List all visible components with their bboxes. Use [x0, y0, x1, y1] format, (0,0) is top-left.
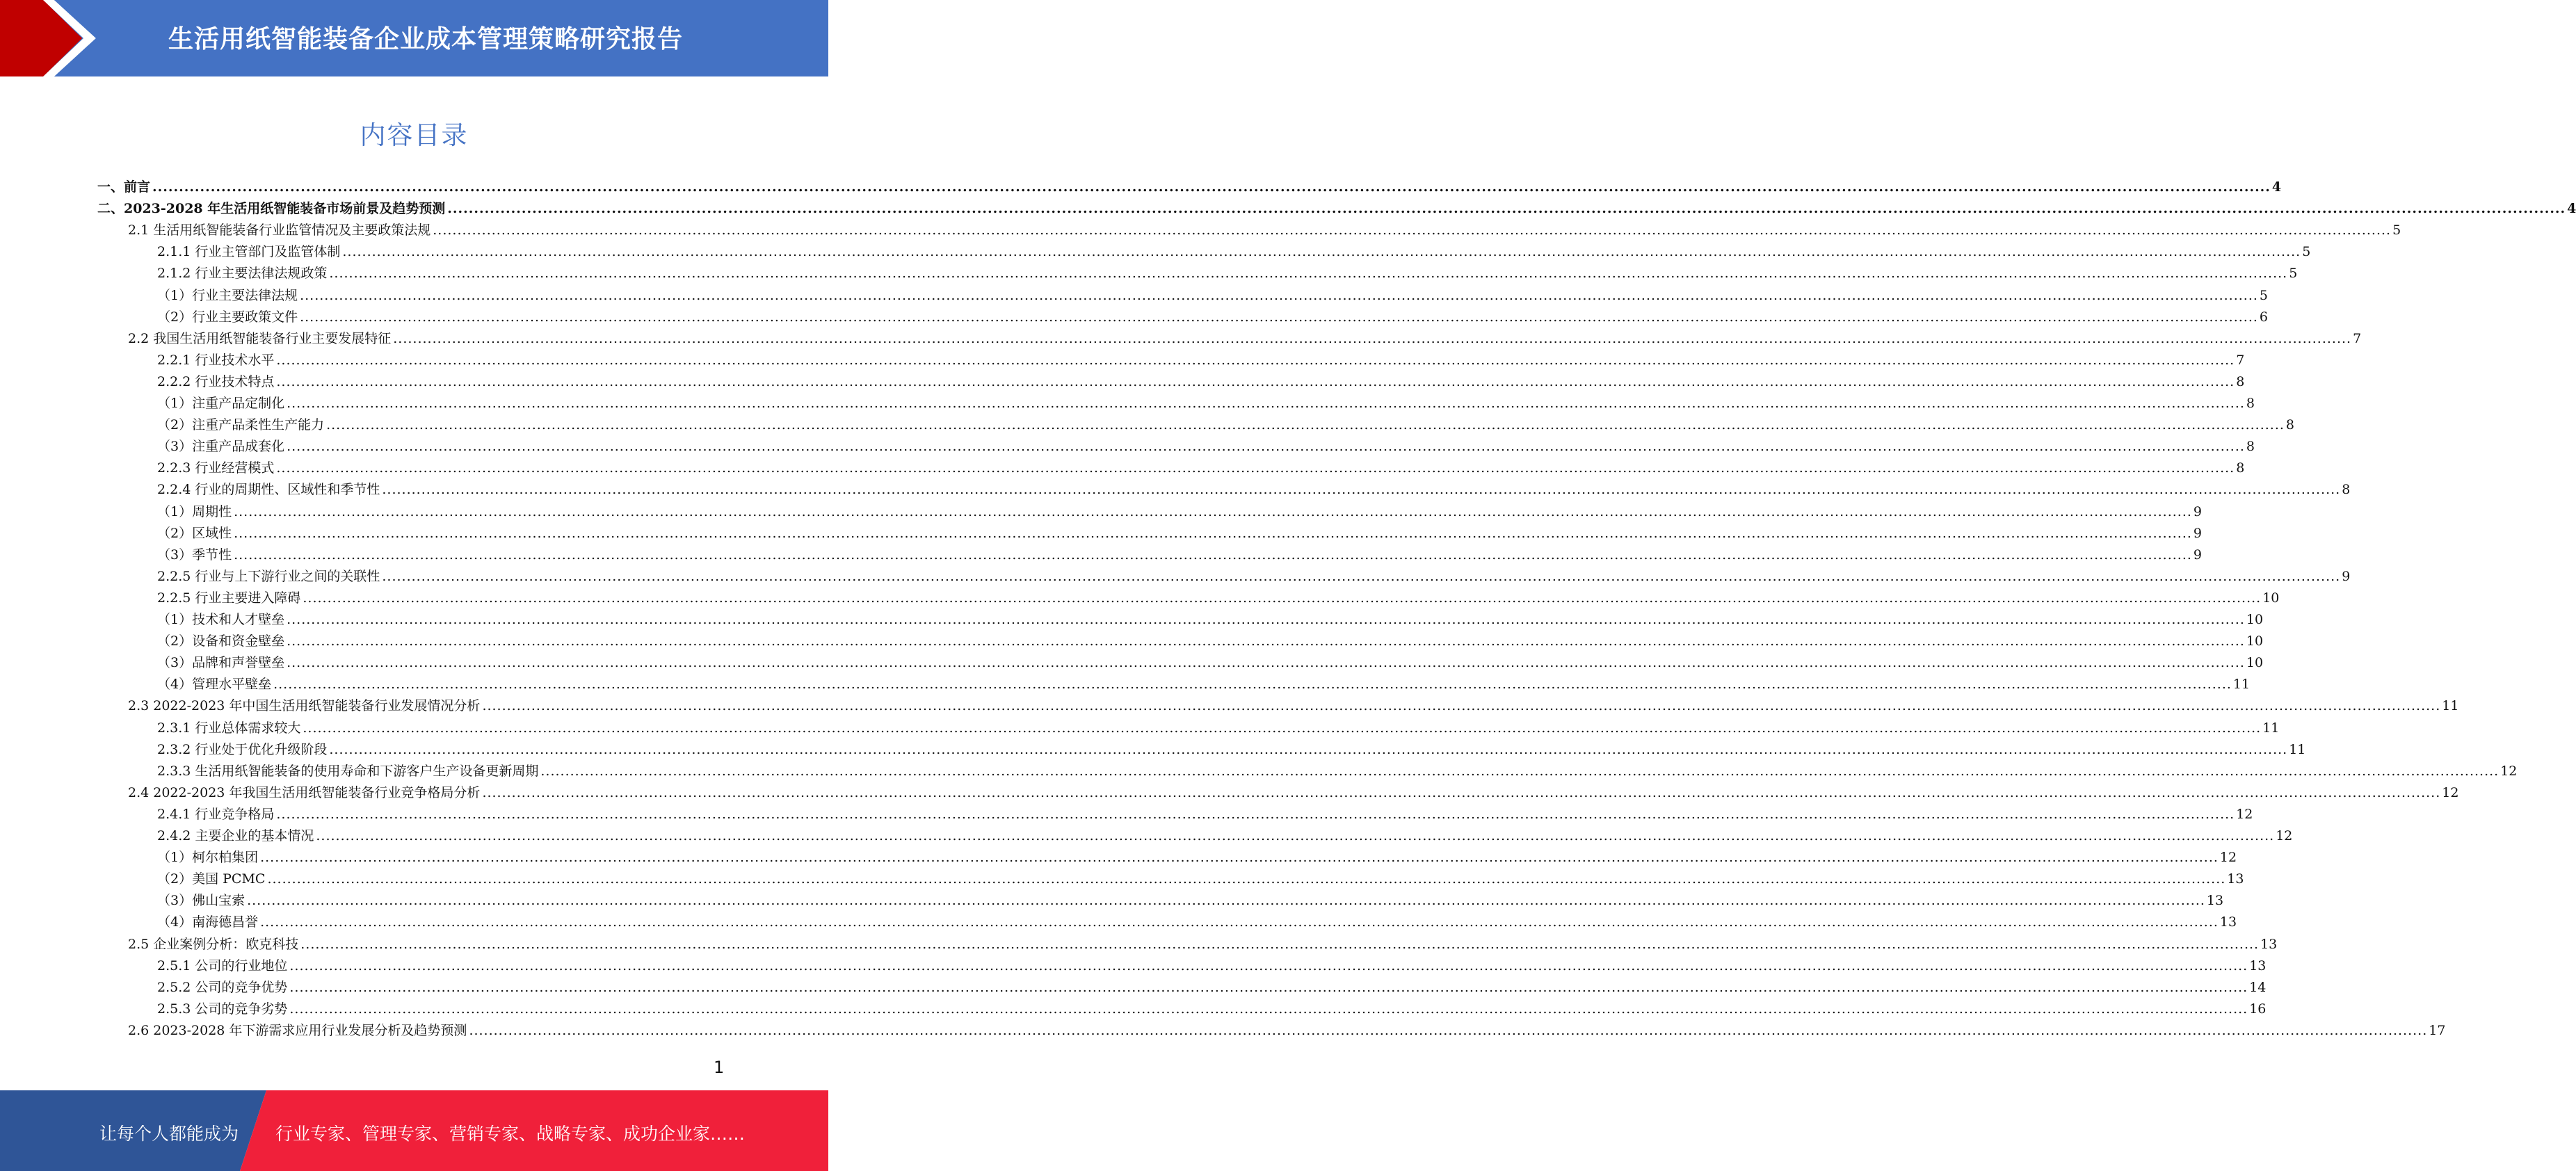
toc-entry-page: 12	[2276, 828, 2293, 843]
toc-dot-leader: ................................................................................................................................................................................................................................................................................................................................................................................................................	[329, 266, 2288, 282]
toc-dot-leader: ................................................................................................................................................................................................................................................................................................................................................................................................................	[276, 373, 2235, 389]
toc-entry-page: 9	[2342, 568, 2351, 584]
toc-dot-leader: ................................................................................................................................................................................................................................................................................................................................................................................................................	[247, 893, 2205, 909]
toc-entry[interactable]	[157, 890, 2224, 912]
toc-entry[interactable]	[157, 350, 2245, 371]
toc-entry[interactable]	[157, 804, 2253, 825]
toc-entry-label: 2.1 生活用纸智能装备行业监管情况及主要政策法规	[128, 223, 431, 239]
toc-dot-leader: ................................................................................................................................................................................................................................................................................................................................................................................................................	[289, 979, 2248, 995]
toc-dot-leader: ................................................................................................................................................................................................................................................................................................................................................................................................................	[276, 460, 2235, 476]
toc-entry-label: （2）设备和资金壁垒	[157, 633, 285, 649]
toc-entry[interactable]	[157, 869, 2244, 890]
toc-entry-label: 2.3.2 行业处于优化升级阶段	[157, 741, 328, 757]
toc-dot-leader: ................................................................................................................................................................................................................................................................................................................................................................................................................	[289, 1001, 2248, 1017]
toc-entry-label: 2.5.2 公司的竞争优势	[157, 979, 288, 995]
toc-entry-page: 11	[2442, 698, 2459, 714]
toc-entry-page: 13	[2219, 914, 2237, 930]
toc-dot-leader: ................................................................................................................................................................................................................................................................................................................................................................................................................	[287, 633, 2245, 649]
toc-dot-leader: ................................................................................................................................................................................................................................................................................................................................................................................................................	[276, 806, 2235, 822]
toc-entry[interactable]	[157, 825, 2293, 847]
toc-entry[interactable]	[157, 912, 2237, 933]
toc-dot-leader: ................................................................................................................................................................................................................................................................................................................................................................................................................	[482, 698, 2441, 714]
toc-entry-page: 8	[2236, 460, 2245, 476]
toc-entry[interactable]	[157, 414, 2295, 436]
toc-dot-leader: ................................................................................................................................................................................................................................................................................................................................................................................................................	[234, 547, 2192, 563]
toc-entry-label: 2.2 我国生活用纸智能装备行业主要发展特征	[128, 330, 392, 346]
toc-dot-leader: ................................................................................................................................................................................................................................................................................................................................................................................................................	[342, 244, 2301, 260]
page-number: 1	[714, 1058, 725, 1077]
toc-entry-label: 2.6 2023-2028 年下游需求应用行业发展分析及趋势预测	[128, 1022, 467, 1038]
toc-dot-leader: ................................................................................................................................................................................................................................................................................................................................................................................................................	[234, 525, 2192, 541]
toc-entry[interactable]	[157, 652, 2264, 674]
toc-dot-leader: ................................................................................................................................................................................................................................................................................................................................................................................................................	[382, 482, 2341, 498]
toc-entry[interactable]	[157, 371, 2245, 393]
toc-entry[interactable]	[128, 695, 2459, 717]
report-title: 生活用纸智能装备企业成本管理策略研究报告	[168, 25, 684, 54]
page-footer	[0, 1090, 828, 1171]
toc-entry-label: 2.4 2022-2023 年我国生活用纸智能装备行业竞争格局分析	[128, 784, 481, 800]
toc-dot-leader: ................................................................................................................................................................................................................................................................................................................................................................................................................	[287, 655, 2245, 671]
toc-dot-leader: ................................................................................................................................................................................................................................................................................................................................................................................................................	[276, 352, 2235, 368]
toc-entry-page: 5	[2289, 266, 2298, 282]
toc-entry[interactable]	[157, 285, 2269, 307]
toc-entry-label: （3）注重产品成套化	[157, 439, 285, 455]
toc-entry-label: 2.1.2 行业主要法律法规政策	[157, 266, 328, 282]
toc-entry[interactable]	[157, 847, 2237, 869]
toc-entry-label: （2）区域性	[157, 525, 232, 541]
toc-dot-leader: ................................................................................................................................................................................................................................................................................................................................................................................................................	[152, 179, 2271, 195]
toc-entry[interactable]	[157, 307, 2269, 328]
toc-entry[interactable]	[128, 220, 2401, 241]
toc-entry[interactable]	[157, 241, 2311, 263]
toc-entry-page: 9	[2193, 525, 2203, 541]
toc-entry-page: 8	[2285, 417, 2295, 433]
toc-entry[interactable]	[157, 566, 2351, 588]
toc-entry[interactable]	[157, 523, 2203, 544]
toc-entry-label: （2）美国 PCMC	[157, 871, 266, 887]
toc-entry-label: （3）品牌和声誉壁垒	[157, 655, 285, 671]
toc-entry[interactable]	[157, 718, 2280, 739]
toc-entry-label: 2.4.1 行业竞争格局	[157, 806, 275, 822]
toc-entry-page: 9	[2193, 547, 2203, 563]
toc-entry-page: 5	[2392, 223, 2401, 239]
toc-dot-leader: ................................................................................................................................................................................................................................................................................................................................................................................................................	[447, 201, 2566, 217]
toc-entry-page: 10	[2246, 655, 2264, 671]
toc-entry-label: 2.2.5 行业主要进入障碍	[157, 590, 301, 606]
toc-entry-label: （4）南海德昌誉	[157, 914, 259, 930]
toc-dot-leader: ................................................................................................................................................................................................................................................................................................................................................................................................................	[273, 677, 2232, 693]
toc-entry-page: 12	[2236, 806, 2253, 822]
toc-entry-label: （1）技术和人才壁垒	[157, 612, 285, 627]
toc-entry-label: 二、2023-2028 年生活用纸智能装备市场前景及趋势预测	[97, 201, 446, 217]
toc-entry-label: 2.2.1 行业技术水平	[157, 352, 275, 368]
toc-entry-page: 11	[2262, 720, 2280, 736]
toc-entry-label: （2）行业主要政策文件	[157, 309, 298, 325]
toc-entry[interactable]	[157, 436, 2255, 458]
toc-dot-leader: ................................................................................................................................................................................................................................................................................................................................................................................................................	[300, 936, 2260, 952]
toc-entry-page: 12	[2219, 850, 2237, 866]
toc-entry[interactable]	[157, 739, 2306, 761]
footer-slogan-right: 行业专家、管理专家、营销专家、战略专家、成功企业家……	[275, 1124, 746, 1144]
toc-entry[interactable]	[157, 263, 2298, 284]
page-header	[0, 0, 828, 76]
toc-entry[interactable]	[157, 674, 2251, 695]
toc-entry-page: 4	[2271, 179, 2282, 195]
footer-slogan-left: 让每个人都能成为	[99, 1124, 239, 1144]
toc-dot-leader: ................................................................................................................................................................................................................................................................................................................................................................................................................	[234, 503, 2192, 519]
toc-dot-leader: ................................................................................................................................................................................................................................................................................................................................................................................................................	[289, 958, 2248, 974]
toc-entry[interactable]	[157, 761, 2518, 782]
toc-entry-page: 13	[2260, 936, 2278, 952]
toc-entry[interactable]	[128, 934, 2278, 955]
toc-entry-label: 2.3.3 生活用纸智能装备的使用寿命和下游客户生产设备更新周期	[157, 763, 539, 779]
toc-entry-page: 8	[2246, 439, 2255, 455]
toc-entry[interactable]	[157, 544, 2203, 566]
toc-entry-page: 12	[2442, 784, 2459, 800]
toc-dot-leader: ................................................................................................................................................................................................................................................................................................................................................................................................................	[260, 850, 2219, 866]
toc-entry-page: 9	[2193, 503, 2203, 519]
toc-entry-page: 13	[2206, 893, 2224, 909]
toc-entry-page: 12	[2500, 763, 2518, 779]
toc-entry-page: 10	[2246, 633, 2264, 649]
toc-entry-label: （3）佛山宝索	[157, 893, 245, 909]
toc-entry-label: 2.5.3 公司的竞争劣势	[157, 1001, 288, 1017]
toc-entry-page: 5	[2259, 287, 2269, 303]
toc-entry-label: （2）注重产品柔性生产能力	[157, 417, 325, 433]
toc-entry-page: 8	[2246, 396, 2255, 411]
toc-entry[interactable]	[128, 1020, 2446, 1042]
toc-entry-label: 2.5.1 公司的行业地位	[157, 958, 288, 974]
toc-entry-page: 11	[2232, 677, 2251, 693]
toc-dot-leader: ................................................................................................................................................................................................................................................................................................................................................................................................................	[326, 417, 2285, 433]
toc-entry-page: 8	[2342, 482, 2351, 498]
toc-entry[interactable]	[157, 977, 2267, 999]
toc-entry[interactable]	[157, 501, 2203, 523]
toc-entry-page: 11	[2289, 741, 2306, 757]
toc-entry-label: 2.1.1 行业主管部门及监管体制	[157, 244, 341, 260]
toc-entry-page: 13	[2227, 871, 2244, 887]
toc-entry-page: 10	[2246, 612, 2264, 627]
toc-entry-label: 2.2.2 行业技术特点	[157, 373, 275, 389]
toc-entry-label: 2.2.3 行业经营模式	[157, 460, 275, 476]
toc-entry[interactable]	[97, 177, 2282, 198]
toc-entry-page: 14	[2249, 979, 2267, 995]
toc-entry-label: （1）行业主要法律法规	[157, 287, 298, 303]
toc-entry-label: （1）注重产品定制化	[157, 396, 285, 411]
toc-entry-page: 8	[2236, 373, 2245, 389]
toc-entry[interactable]	[157, 955, 2267, 977]
toc-entry[interactable]	[157, 999, 2267, 1020]
toc-entry[interactable]	[157, 631, 2264, 652]
toc-entry-page: 7	[2353, 330, 2362, 346]
toc-dot-leader: ................................................................................................................................................................................................................................................................................................................................................................................................................	[316, 828, 2275, 843]
toc-entry[interactable]	[157, 588, 2280, 609]
toc-entry-label: （1）周期性	[157, 503, 232, 519]
toc-entry[interactable]	[157, 458, 2245, 479]
toc-entry-page: 17	[2429, 1022, 2446, 1038]
toc-dot-leader: ................................................................................................................................................................................................................................................................................................................................................................................................................	[433, 223, 2392, 239]
toc-entry-page: 4	[2567, 201, 2576, 217]
toc-dot-leader: ................................................................................................................................................................................................................................................................................................................................................................................................................	[300, 309, 2258, 325]
toc-entry-page: 6	[2259, 309, 2269, 325]
toc-entry-page: 13	[2249, 958, 2267, 974]
toc-dot-leader: ................................................................................................................................................................................................................................................................................................................................................................................................................	[482, 784, 2441, 800]
toc-entry[interactable]	[128, 782, 2459, 804]
toc-dot-leader: ................................................................................................................................................................................................................................................................................................................................................................................................................	[303, 590, 2262, 606]
toc-entry-label: （4）管理水平壁垒	[157, 677, 272, 693]
toc-entry-label: 2.3 2022-2023 年中国生活用纸智能装备行业发展情况分析	[128, 698, 481, 714]
toc-entry-label: 2.2.5 行业与上下游行业之间的关联性	[157, 568, 380, 584]
toc-dot-leader: ................................................................................................................................................................................................................................................................................................................................................................................................................	[300, 287, 2258, 303]
toc-entry[interactable]	[157, 479, 2351, 501]
toc-entry-label: （1）柯尔柏集团	[157, 850, 259, 866]
toc-dot-leader: ................................................................................................................................................................................................................................................................................................................................................................................................................	[260, 914, 2219, 930]
toc-entry-page: 10	[2262, 590, 2280, 606]
toc-entry[interactable]	[128, 328, 2362, 350]
toc-entry[interactable]	[157, 393, 2255, 414]
toc-dot-leader: ................................................................................................................................................................................................................................................................................................................................................................................................................	[382, 568, 2341, 584]
toc-entry-label: 2.4.2 主要企业的基本情况	[157, 828, 314, 843]
toc-dot-leader: ................................................................................................................................................................................................................................................................................................................................................................................................................	[469, 1022, 2428, 1038]
toc-title: 内容目录	[360, 120, 469, 150]
toc-dot-leader: ................................................................................................................................................................................................................................................................................................................................................................................................................	[267, 871, 2226, 887]
toc-dot-leader: ................................................................................................................................................................................................................................................................................................................................................................................................................	[287, 612, 2245, 627]
toc-entry[interactable]	[157, 609, 2264, 631]
toc-dot-leader: ................................................................................................................................................................................................................................................................................................................................................................................................................	[393, 330, 2352, 346]
toc-entry-label: 2.3.1 行业总体需求较大	[157, 720, 301, 736]
toc-entry-page: 7	[2236, 352, 2245, 368]
toc-entry-label: 一、前言	[97, 179, 151, 195]
toc-entry-page: 16	[2249, 1001, 2267, 1017]
toc-dot-leader: ................................................................................................................................................................................................................................................................................................................................................................................................................	[540, 763, 2499, 779]
toc-dot-leader: ................................................................................................................................................................................................................................................................................................................................................................................................................	[287, 439, 2245, 455]
toc-entry-page: 5	[2302, 244, 2311, 260]
toc-entry-label: （3）季节性	[157, 547, 232, 563]
toc-dot-leader: ................................................................................................................................................................................................................................................................................................................................................................................................................	[329, 741, 2288, 757]
toc-entry[interactable]	[97, 198, 2576, 220]
toc-entry-label: 2.5 企业案例分析：欧克科技	[128, 936, 299, 952]
toc-dot-leader: ................................................................................................................................................................................................................................................................................................................................................................................................................	[287, 396, 2245, 411]
toc-dot-leader: ................................................................................................................................................................................................................................................................................................................................................................................................................	[303, 720, 2262, 736]
toc-entry-label: 2.2.4 行业的周期性、区域性和季节性	[157, 482, 380, 498]
